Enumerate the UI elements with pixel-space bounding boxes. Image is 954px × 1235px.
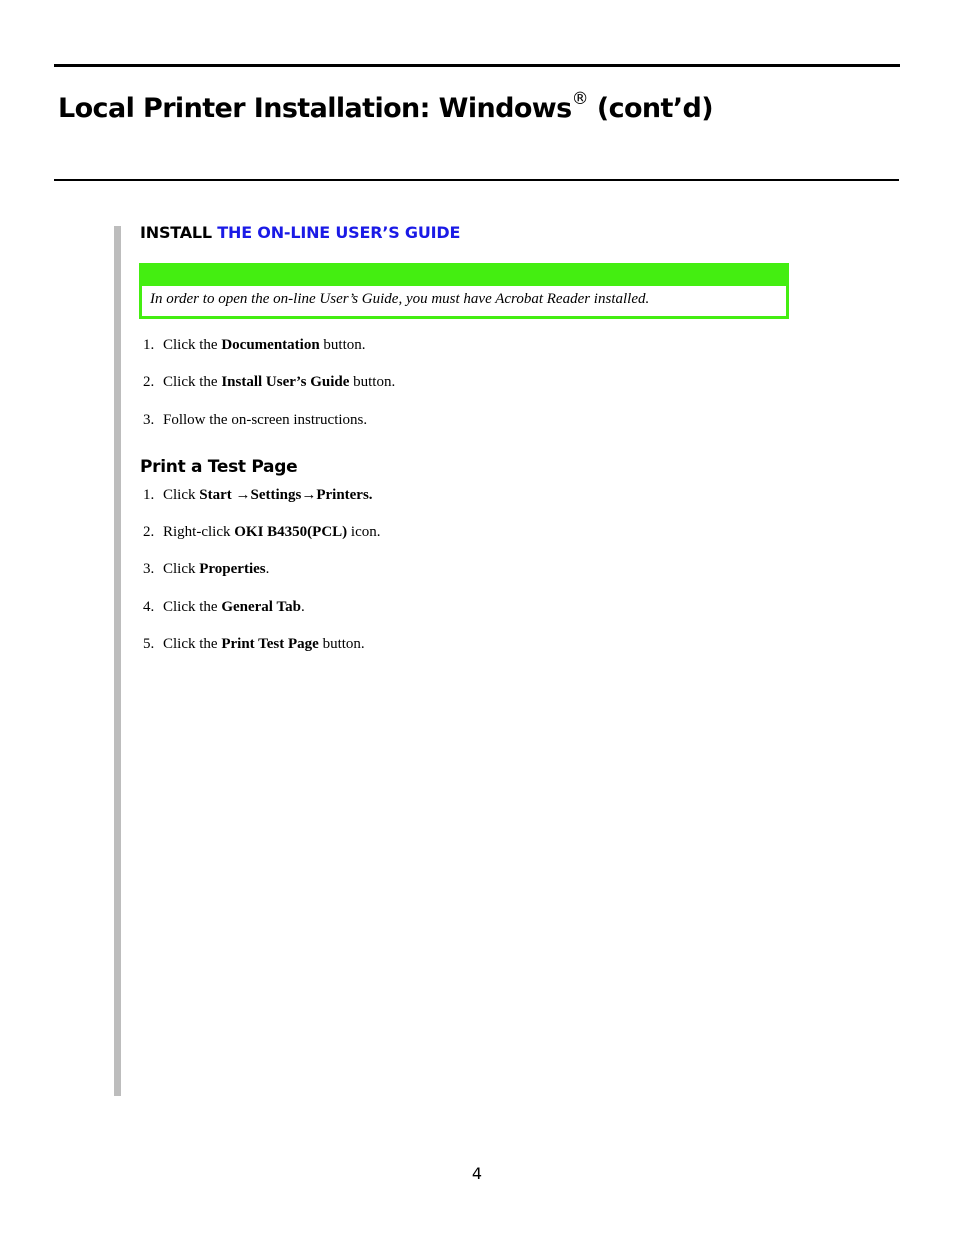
list-item bbox=[143, 374, 395, 391]
note-box bbox=[139, 263, 789, 319]
test-page-heading: Print a Test Page bbox=[140, 457, 298, 477]
step-text-end: button. bbox=[318, 636, 365, 652]
step-bold: Documentation bbox=[221, 337, 320, 353]
step-bold: Properties bbox=[199, 561, 266, 577]
step-text: Click the bbox=[163, 599, 222, 615]
step-text: Click bbox=[163, 561, 200, 577]
step-text-end: . bbox=[300, 599, 305, 615]
step-number: 1. bbox=[143, 487, 155, 503]
step-number: 4. bbox=[143, 599, 155, 615]
change-bar bbox=[114, 226, 121, 1096]
step-bold: General Tab bbox=[221, 599, 301, 615]
step-number: 1. bbox=[143, 337, 155, 353]
step-bold: Install User’s Guide bbox=[221, 374, 350, 390]
install-guide-heading bbox=[140, 223, 460, 242]
list-item bbox=[143, 412, 367, 429]
step-text: Click the bbox=[163, 337, 222, 353]
step-number: 2. bbox=[143, 374, 155, 390]
page-title-main: Local Printer Installation: Windows bbox=[58, 93, 572, 124]
step-text: Click bbox=[163, 487, 200, 503]
step-bold: Start →Settings→Printers. bbox=[199, 487, 373, 503]
online-users-guide-link[interactable]: THE ON-LINE USER’S GUIDE bbox=[217, 223, 461, 242]
note-text: In order to open the on-line User’s Guide, you must have Acrobat Reader installed. bbox=[150, 291, 650, 307]
install-heading-prefix: INSTALL bbox=[140, 223, 212, 242]
step-text-end: icon. bbox=[347, 524, 381, 540]
step-bold: OKI B4350(PCL) bbox=[234, 524, 348, 540]
list-item bbox=[143, 599, 305, 616]
step-text: Click the bbox=[163, 636, 222, 652]
page-title-suffix: (cont’d) bbox=[588, 93, 713, 124]
list-item bbox=[143, 487, 373, 504]
step-text: Click the bbox=[163, 374, 222, 390]
step-number: 3. bbox=[143, 412, 155, 428]
list-item bbox=[143, 561, 269, 578]
step-text-end: . bbox=[265, 561, 270, 577]
step-text-end: button. bbox=[319, 337, 366, 353]
page-title bbox=[58, 89, 713, 124]
step-number: 2. bbox=[143, 524, 155, 540]
step-number: 3. bbox=[143, 561, 155, 577]
list-item bbox=[143, 524, 381, 541]
list-item bbox=[143, 636, 365, 653]
registered-mark: ® bbox=[571, 89, 589, 109]
top-rule bbox=[54, 64, 900, 67]
note-header-band bbox=[142, 266, 786, 286]
step-text: Right-click bbox=[163, 524, 235, 540]
step-bold: Print Test Page bbox=[221, 636, 319, 652]
page-number: 4 bbox=[471, 1164, 483, 1183]
list-item bbox=[143, 337, 366, 354]
step-number: 5. bbox=[143, 636, 155, 652]
step-text: Follow the on-screen instructions. bbox=[163, 412, 368, 428]
step-text-end: button. bbox=[349, 374, 396, 390]
title-divider bbox=[54, 179, 899, 181]
